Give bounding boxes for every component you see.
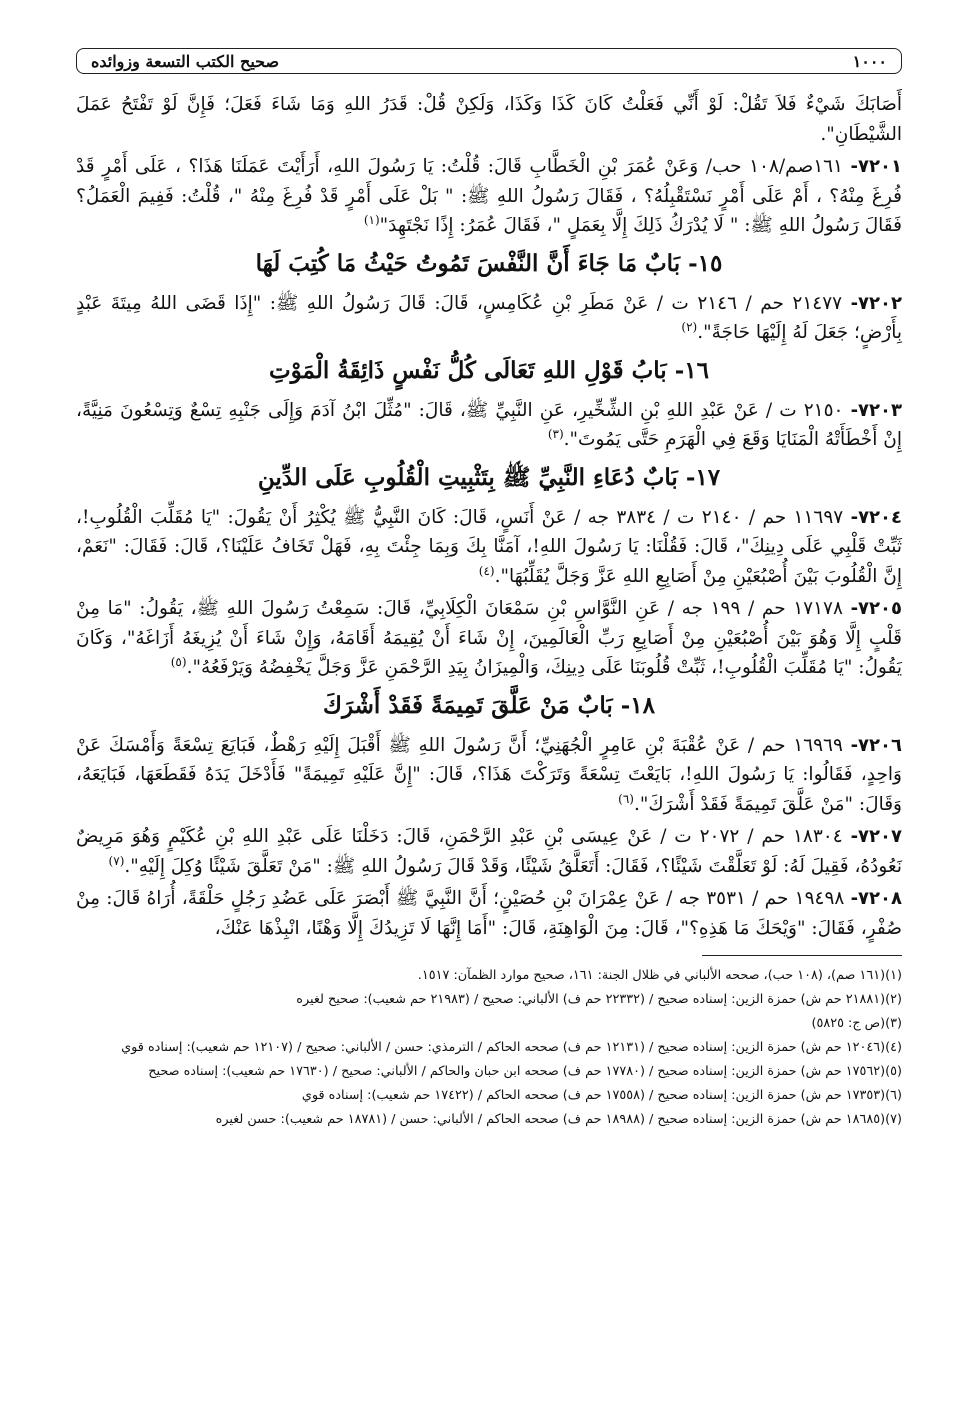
chapter-heading-15: ١٥- بَابٌ مَا جَاءَ أَنَّ النَّفْسَ تَمُوتُ حَيْثُ مَا كُتِبَ لَهَا (255, 249, 723, 277)
hadith-text: ٢١٤٧٧ حم / ٢١٤٦ ت / عَنْ مَطَرِ بْنِ عُكَامِسٍ، قَالَ: قَالَ رَسُولُ اللهِ ﷺ: "إِذَا قَضَى اللهُ مِيتَةَ عَبْدٍ بِأَرْضٍ؛ جَعَلَ لَهُ إِلَيْهَا حَاجَةً". (76, 292, 902, 343)
hadith-text: ١٨٣٠٤ حم / ٢٠٧٢ ت / عَنْ عِيسَى بْنِ عَبْدِ الرَّحْمَنِ، قَالَ: دَخَلْنَا عَلَى عَبْدِ اللهِ بْنِ عُكَيْمٍ وَهُوَ مَرِيضٌ نَعُودُهُ، فَقِيلَ لَهُ: لَوْ تَعَلَّقْتَ شَيْئًا؟، فَقَالَ: أَتَعَلَّقُ شَيْئًا، وَقَدْ قَالَ رَسُولُ اللهِ ﷺ: "مَنْ تَعَلَّقَ شَيْئًا وُكِلَ إِلَيْهِ". (76, 826, 902, 877)
footnote-7: (٧)(١٨٦٨٥ حم ش) حمزة الزين: إسناده صحيح / (١٨٩٨٨ حم ف) صححه الحاكم / الألباني: حسن / (١٨٧٨١ حم شعيب): حسن لغيره (215, 1112, 902, 1127)
footnotes (76, 964, 902, 1132)
hadith-7205 (76, 594, 902, 683)
footnote-ref[interactable]: (٧) (108, 853, 125, 868)
hadith-text: ١١٦٩٧ حم / ٢١٤٠ ت / ٣٨٣٤ جه / عَنْ أَنَسٍ، قَالَ: كَانَ النَّبِيُّ ﷺ يُكْثِرُ أَنْ يَقُولَ: "يَا مُقَلِّبَ الْقُلُوبِ!، ثَبِّتْ قَلْبِي عَلَى دِينِكَ"، قَالَ: فَقُلْنَا: يَا رَسُولَ اللهِ!، آمَنَّا بِكَ وَبِمَا جِئْتَ بِهِ، فَهَلْ تَخَافُ عَلَيْنَا؟، قَالَ: فَقَالَ: "نَعَمْ، إِنَّ الْقُلُوبَ بَيْنَ أُصْبُعَيْنِ مِنْ أَصَابِعِ اللهِ عَزَّ وَجَلَّ يُقَلِّبُهَا". (76, 506, 902, 587)
hadith-number: ٧٢٠٦- (850, 734, 902, 756)
footnote-ref[interactable]: (٤) (478, 563, 495, 578)
hadith-number: ٧٢٠٥- (850, 598, 902, 619)
footnote-6: (٦)(١٧٣٥٣ حم ش) حمزة الزين: إسناده صحيح / (١٧٥٥٨ حم ف) صححه الحاكم / (١٧٤٢٢ حم شعيب): إسناده قوي (301, 1088, 902, 1103)
footnote-3: (٣)(ص ج: ٥٨٢٥) (811, 1016, 902, 1031)
chapter-heading-18: ١٨- بَابٌ مَنْ عَلَّقَ تَمِيمَةً فَقَدْ أَشْرَكَ (323, 691, 655, 719)
footnotes-divider (702, 955, 902, 956)
page-body (76, 90, 902, 943)
footnote-1: (١)(١٦١ صم)، (١٠٨ حب)، صححه الألباني في ظلال الجنة: ١٦١، صحيح موارد الظمآن: ١٥١٧. (417, 968, 902, 983)
hadith-number: ٧٢٠١- (850, 156, 902, 177)
hadith-7201 (76, 152, 902, 241)
hadith-number: ٧٢٠٢- (850, 292, 902, 314)
hadith-text: ١٦٩٦٩ حم / عَنْ عُقْبَةَ بْنِ عَامِرٍ الْجُهَنِيِّ؛ أَنَّ رَسُولَ اللهِ ﷺ أَقْبَلَ إِلَيْهِ رَهْطٌ، فَبَايَعَ تِسْعَةً وَأَمْسَكَ عَنْ وَاحِدٍ، فَقَالُوا: يَا رَسُولَ اللهِ!، بَايَعْتَ تِسْعَةً وَتَرَكْتَ هَذَا؟، قَالَ: "إِنَّ عَلَيْهِ تَمِيمَةً" فَأَدْخَلَ يَدَهُ فَقَطَعَهَا، فَبَايَعَهُ، وَقَالَ: "مَنْ عَلَّقَ تَمِيمَةً فَقَدْ أَشْرَكَ". (76, 734, 902, 815)
footnote-5: (٥)(١٧٥٦٢ حم ش) حمزة الزين: إسناده صحيح / (١٧٧٨٠ حم ف) صححه ابن حبان والحاكم / الألباني: صحيح / (١٧٦٣٠ حم شعيب): إسناده صحيح (148, 1064, 902, 1079)
hadith-number: ٧٢٠٨- (850, 888, 902, 909)
hadith-7204 (76, 503, 902, 592)
footnote-ref[interactable]: (٣) (547, 426, 564, 441)
hadith-7207 (76, 822, 902, 881)
hadith-number: ٧٢٠٧- (850, 826, 902, 847)
hadith-text: ١٧١٧٨ حم / ١٩٩ جه / عَنِ النَّوَّاسِ بْنِ سَمْعَانَ الْكِلَابِيِّ، قَالَ: سَمِعْتُ رَسُولَ اللهِ ﷺ، يَقُولُ: "مَا مِنْ قَلْبٍ إِلَّا وَهُوَ بَيْنَ أُصْبُعَيْنِ مِنْ أَصَابِعِ رَبِّ الْعَالَمِينَ، إِنْ شَاءَ أَنْ يُقِيمَهُ أَقَامَهُ، وَإِنْ شَاءَ أَنْ يُزِيغَهُ أَزَاغَهُ"، وَكَانَ يَقُولُ: "يَا مُقَلِّبَ الْقُلُوبِ!، ثَبِّتْ قُلُوبَنَا عَلَى دِينِكَ، وَالْمِيزَانُ بِيَدِ الرَّحْمَنِ عَزَّ وَجَلَّ يَخْفِضُهُ وَيَرْفَعُهُ". (76, 598, 902, 678)
hadith-text: ١٦١صم/١٠٨ حب/ وَعَنْ عُمَرَ بْنِ الْخَطَّابِ قَالَ: قُلْتُ: يَا رَسُولَ اللهِ، أَرَأَيْتَ عَمَلَنَا هَذَا؟ ، عَلَى أَمْرٍ قَدْ فُرِغَ مِنْهُ؟ ، أَمْ عَلَى أَمْرٍ نَسْتَقْبِلُهُ؟ ، فَقَالَ رَسُولُ اللهِ ﷺ: " بَلْ عَلَى أَمْرٍ قَدْ فُرِغَ مِنْهُ "، قُلْتُ: فَفِيمَ الْعَمَلُ؟ فَقَالَ رَسُولُ اللهِ ﷺ: " لَا يُدْرَكُ ذَلِكَ إِلَّا بِعَمَلٍ "، فَقَالَ عُمَرُ: إِذًا نَجْتَهِدَ" (76, 156, 902, 236)
book-title: صحيح الكتب التسعة وزوائده (91, 51, 280, 71)
hadith-7203 (76, 396, 902, 455)
hadith-number: ٧٢٠٣- (850, 399, 902, 421)
hadith-7206 (76, 731, 902, 820)
hadith-7208 (76, 884, 902, 943)
page-header (76, 48, 902, 74)
footnote-ref[interactable]: (٥) (170, 654, 187, 669)
chapter-heading-17: ١٧- بَابٌ دُعَاءِ النَّبِيِّ ﷺ بِتَثْبِيتِ الْقُلُوبِ عَلَى الدِّينِ (257, 463, 721, 491)
hadith-text: ١٩٤٩٨ حم / ٣٥٣١ جه / عَنْ عِمْرَانَ بْنِ حُصَيْنٍ؛ أَنَّ النَّبِيَّ ﷺ أَبْصَرَ عَلَى عَضُدِ رَجُلٍ حَلْقَةً، أُرَاهُ قَالَ: مِنْ صُفْرٍ، فَقَالَ: "وَيْحَكَ مَا هَذِهِ؟"، قَالَ: مِنَ الْوَاهِنَةِ، قَالَ: "أَمَا إِنَّهَا لَا تَزِيدُكَ إِلَّا وَهْنًا، انْبِذْهَا عَنْكَ، (76, 888, 902, 939)
hadith-text: ٢١٥٠ ت / عَنْ عَبْدِ اللهِ بْنِ الشِّخِّيرِ، عَنِ النَّبِيِّ ﷺ، قَالَ: "مُثِّلَ ابْنُ آدَمَ وَإِلَى جَنْبِهِ تِسْعٌ وَتِسْعُونَ مَنِيَّةً، إِنْ أَخْطَأَتْهُ الْمَنَايَا وَقَعَ فِي الْهَرَمِ حَتَّى يَمُوتَ". (76, 399, 902, 450)
page-number: ١٠٠٠ (852, 51, 887, 71)
footnote-ref[interactable]: (٢) (681, 319, 698, 334)
continued-paragraph (76, 90, 902, 149)
chapter-heading-16: ١٦- بَابُ قَوْلِ اللهِ تَعَالَى كُلُّ نَفْسٍ ذَائِقَةُ الْمَوْتِ (269, 356, 709, 384)
footnote-4: (٤)(١٢٠٤٦ حم ش) حمزة الزين: إسناده صحيح / (١٢١٣١ حم ف) صححه الحاكم / الترمذي: حسن / الألباني: صحيح / (١٢١٠٧ حم شعيب): إسناده قوي (121, 1040, 902, 1055)
hadith-7202 (76, 289, 902, 348)
footnote-ref[interactable]: (٦) (618, 791, 634, 806)
footnote-ref[interactable]: (١) (363, 212, 380, 227)
hadith-number: ٧٢٠٤- (850, 506, 903, 528)
footnote-2: (٢)(٢١٨٨١ حم ش) حمزة الزين: إسناده صحيح / (٢٢٣٣٢ حم ف) الألباني: صحيح / (٢١٩٨٣ حم شعيب): صحيح لغيره (296, 992, 902, 1007)
book-page (76, 48, 902, 1132)
paragraph-text: أَصَابَكَ شَيْءٌ فَلاَ تَقُلْ: لَوْ أَنِّي فَعَلْتُ كَانَ كَذَا وَكَذَا، وَلَكِنْ قُلْ: قَدَرُ اللهِ وَمَا شَاءَ فَعَلَ؛ فَإِنَّ لَوْ تَفْتَحُ عَمَلَ الشَّيْطَانِ". (76, 94, 902, 145)
